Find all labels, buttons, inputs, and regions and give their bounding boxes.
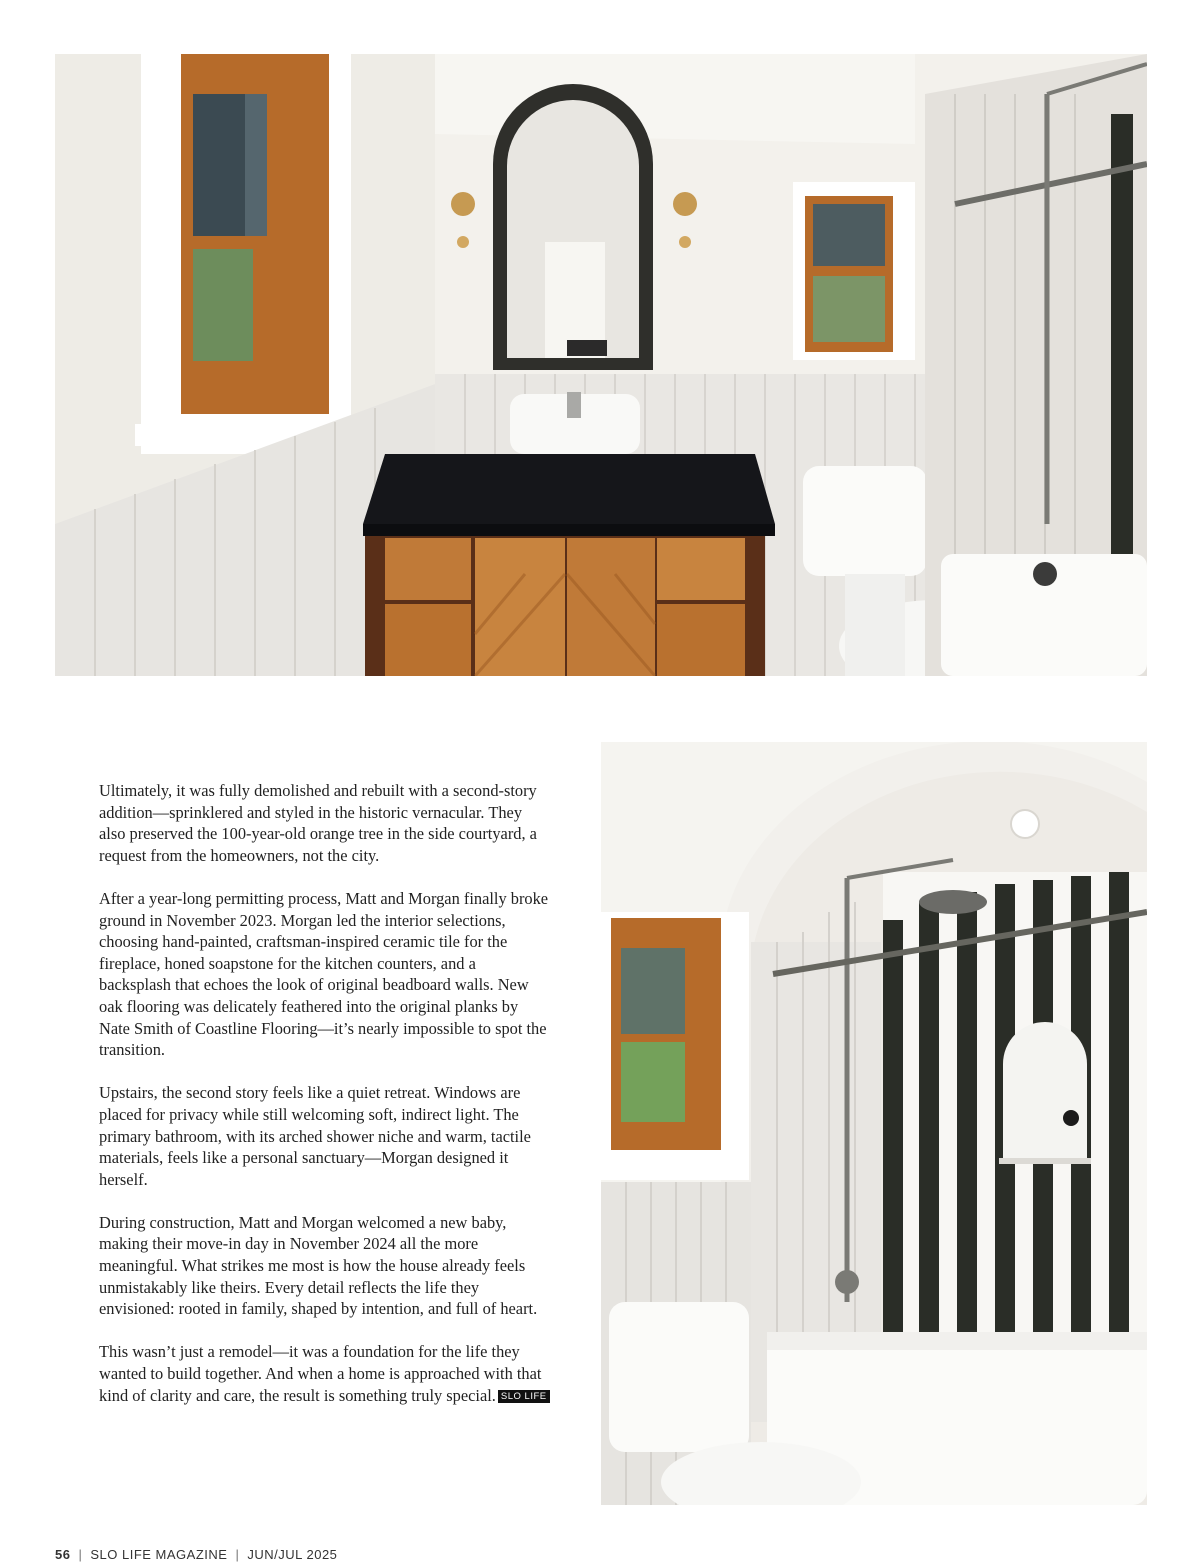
article-body bbox=[99, 780, 551, 1428]
page-number: 56 bbox=[55, 1547, 71, 1562]
footer-separator: | bbox=[235, 1547, 240, 1562]
photo-shower-niche bbox=[601, 742, 1147, 1505]
article-paragraph-final bbox=[99, 1341, 551, 1406]
vanity-photo-illustration bbox=[55, 54, 1147, 676]
end-mark-badge: SLO LIFE bbox=[498, 1390, 550, 1403]
footer-separator: | bbox=[78, 1547, 83, 1562]
article-paragraph: Upstairs, the second story feels like a quiet retreat. Windows are placed for privacy while still welcoming soft, indirect light. The primary bathroom, with its arched shower niche and warm, tactile materials, feels like a personal sanctuary—Morgan designed it herself. bbox=[99, 1083, 531, 1189]
shower-photo-illustration bbox=[601, 742, 1147, 1505]
article-paragraph-final-text: This wasn’t just a remodel—it was a foundation for the life they wanted to build together. And when a home is approached with that kind of clarity and care, the result is something truly special. bbox=[99, 1342, 542, 1405]
article-paragraph: After a year-long permitting process, Matt and Morgan finally broke ground in November 2023. Morgan led the interior selections, choosing hand-painted, craftsman-inspired ceramic tile for the fireplace, honed soapstone for the kitchen counters, and a backsplash that echoes the look of original beadboard walls. New oak flooring was delicately feathered into the original planks by Nate Smith of Coastline Flooring—it’s nearly impossible to spot the transition. bbox=[99, 888, 549, 1060]
issue-date: JUN/JUL 2025 bbox=[247, 1547, 338, 1562]
article-paragraph: During construction, Matt and Morgan welcomed a new baby, making their move-in day in November 2024 all the more meaningful. What strikes me most is how the house already feels unmistakably like theirs. Every detail reflects the life they envisioned: rooted in family, shaped by intention, and full of heart. bbox=[99, 1212, 538, 1319]
article-paragraph: Ultimately, it was fully demolished and rebuilt with a second-story addition—sprinklered and styled in the historic vernacular. They also preserved the 100-year-old orange tree in the side courtyard, a request from the homeowners, not the city. bbox=[99, 781, 537, 865]
magazine-name: SLO LIFE MAGAZINE bbox=[90, 1547, 228, 1562]
photo-bathroom-vanity bbox=[55, 54, 1147, 676]
page-footer bbox=[55, 1547, 337, 1562]
